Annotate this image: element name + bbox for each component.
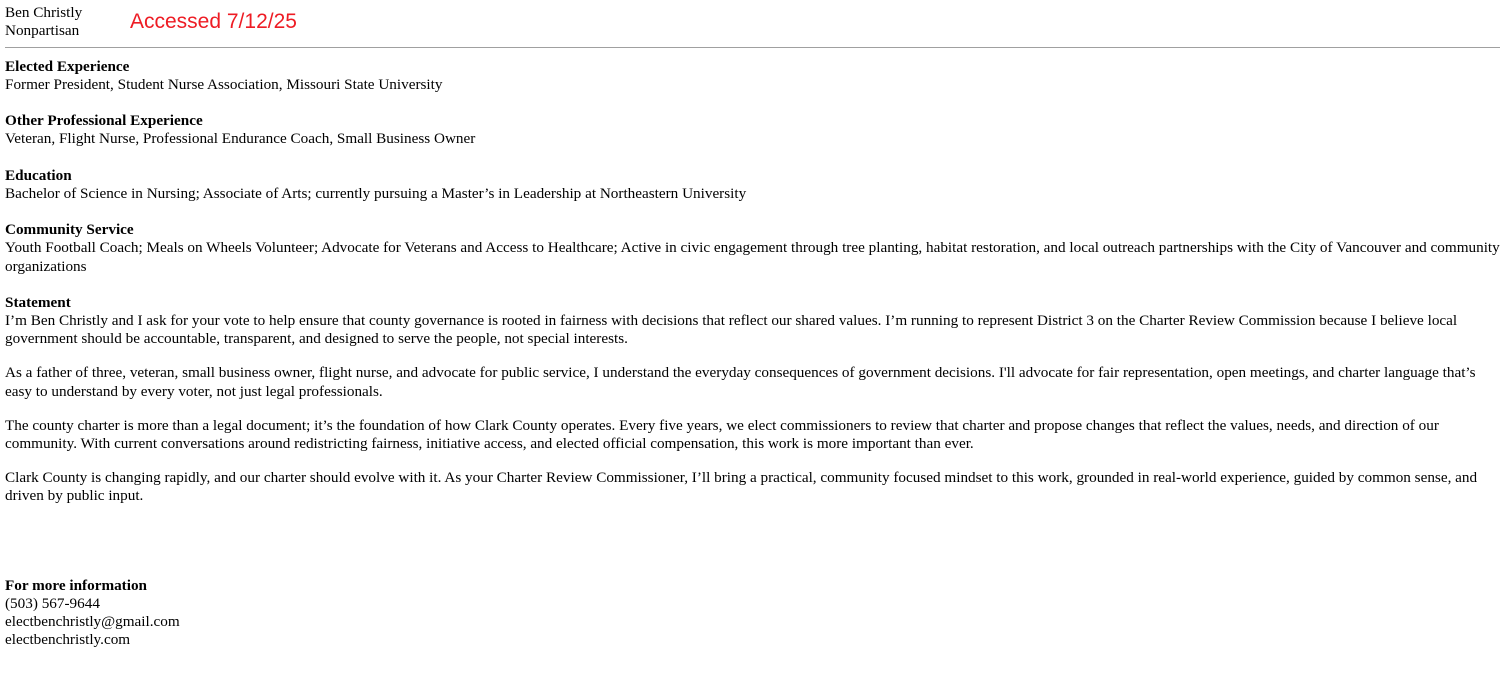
section-heading: Other Professional Experience (5, 112, 203, 130)
statement-paragraph: I’m Ben Christly and I ask for your vote to help ensure that county governance is rooted in fairness with decisions that reflect our shared values. I’m running to represent District 3 on the Charter Review Commission because I believe local government should be accountable, transparent, and designed to serve the people, not special interests. (5, 312, 1458, 348)
section-body: Former President, Student Nurse Association, Missouri State University (5, 75, 443, 93)
candidate-name: Ben Christly (5, 4, 83, 21)
education-section (5, 167, 1500, 203)
section-body: Youth Football Coach; Meals on Wheels Volunteer; Advocate for Veterans and Access to Healthcare; Active in civic engagement through tree planting, habitat restoration, and local outreach partnerships with the City of Vancouver and community organizations (5, 239, 1500, 275)
section-heading: Education (5, 166, 72, 184)
accessed-date-stamp: Accessed 7/12/25 (130, 10, 297, 33)
professional-experience-section (5, 112, 1500, 148)
section-heading: Elected Experience (5, 57, 130, 75)
section-heading: Community Service (5, 221, 134, 239)
candidate-header (5, 4, 1500, 44)
statement-section (5, 294, 1500, 505)
contact-heading: For more information (5, 576, 148, 594)
section-body: Veteran, Flight Nurse, Professional Endurance Coach, Small Business Owner (5, 130, 476, 148)
elected-experience-section (5, 58, 1500, 94)
section-body: Bachelor of Science in Nursing; Associate of Arts; currently pursuing a Master’s in Leadership at Northeastern University (5, 184, 747, 202)
contact-website: electbenchristly.com (5, 631, 131, 649)
community-service-section (5, 221, 1500, 276)
candidate-party: Nonpartisan (5, 22, 80, 39)
statement-paragraph: Clark County is changing rapidly, and our charter should evolve with it. As your Charter Review Commissioner, I’ll bring a practical, community focused mindset to this work, grounded in real-world experience, guided by common sense, and driven by public input. (5, 468, 1478, 505)
section-heading: Statement (5, 294, 71, 312)
contact-email: electbenchristly@gmail.com (5, 612, 180, 630)
contact-section (5, 577, 605, 650)
statement-paragraph: As a father of three, veteran, small business owner, flight nurse, and advocate for public service, I understand the everyday consequences of government decisions. I'll advocate for fair representation, open meetings, and charter language that’s easy to understand by every voter, not just legal professionals. (5, 364, 1476, 400)
contact-phone: (503) 567-9644 (5, 594, 100, 612)
statement-paragraph: The county charter is more than a legal document; it’s the foundation of how Clark County operates. Every five years, we elect commissioners to review that charter and propose changes that reflect the values, needs, and direction of our community. With current conversations around redistricting fairness, initiative access, and elected official compensation, this work is more important than ever. (5, 416, 1439, 452)
candidate-profile (5, 58, 1500, 524)
header-divider (5, 47, 1500, 48)
